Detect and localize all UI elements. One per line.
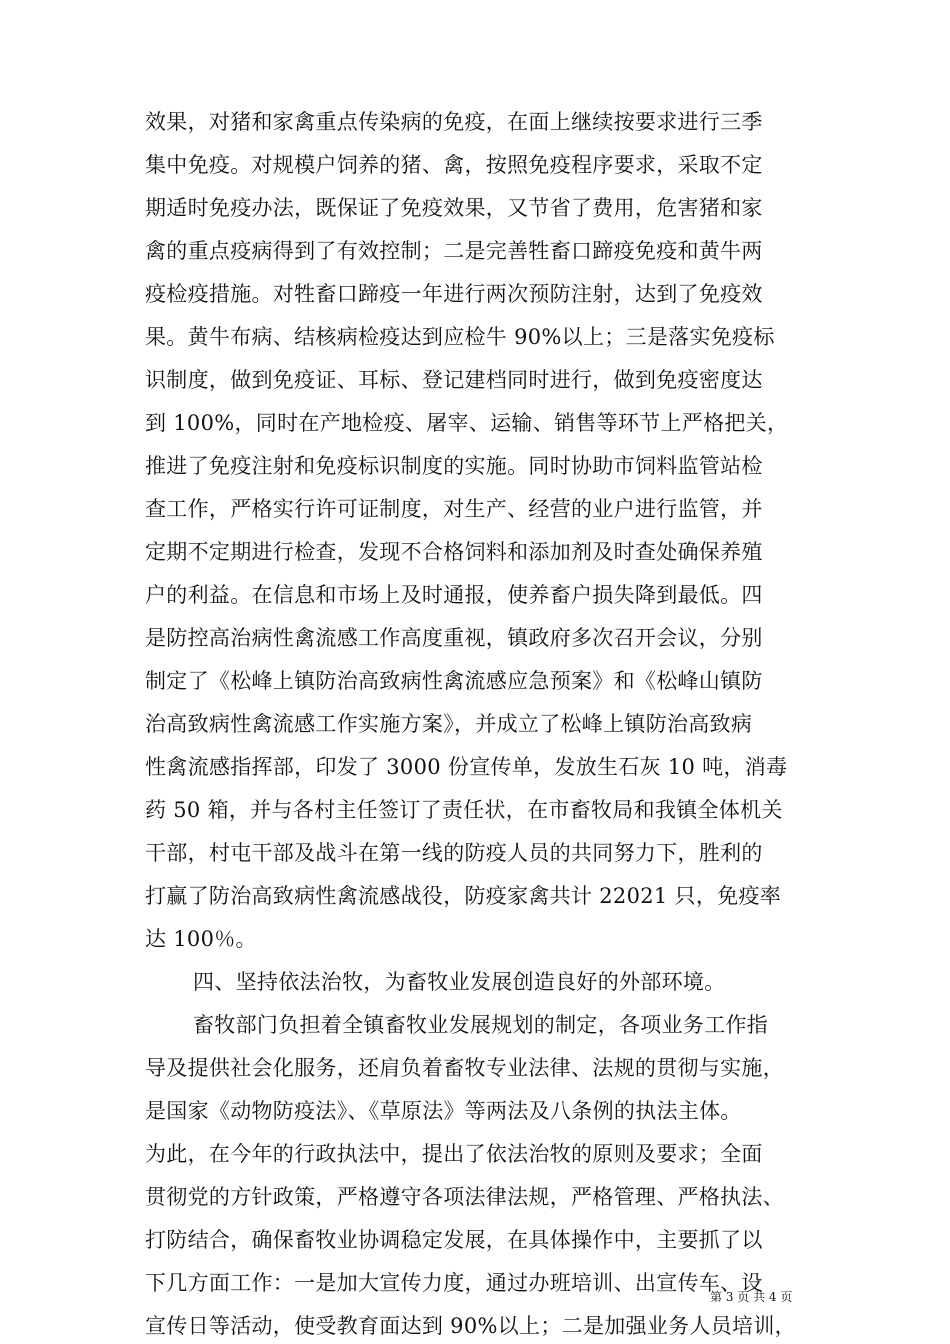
text-line: 贯彻党的方针政策，严格遵守各项法律法规，严格管理、严格执法、 (145, 1185, 784, 1209)
text-line: 果。黄牛布病、结核病检疫达到应检牛 90%以上；三是落实免疫标 (145, 325, 775, 349)
text-line: 干部，村屯干部及战斗在第一线的防疫人员的共同努力下，胜利的 (145, 841, 763, 865)
text-line: 打赢了防治高致病性禽流感战役，防疫家禽共计 22021 只，免疫率 (145, 884, 782, 908)
text-line: 为此，在今年的行政执法中，提出了依法治牧的原则及要求；全面 (145, 1142, 763, 1166)
text-line: 疫检疫措施。对牲畜口蹄疫一年进行两次预防注射，达到了免疫效 (145, 282, 763, 306)
text-line: 导及提供社会化服务，还肩负着畜牧专业法律、法规的贯彻与实施， (145, 1056, 784, 1080)
text-line: 效果，对猪和家禽重点传染病的免疫，在面上继续按要求进行三季 (145, 110, 763, 134)
text-line: 达 100％。 (145, 927, 257, 951)
text-line: 宣传日等活动，使受教育面达到 90%以上；二是加强业务人员培训， (145, 1314, 796, 1338)
text-line: 禽的重点疫病得到了有效控制；二是完善牲畜口蹄疫免疫和黄牛两 (145, 239, 763, 263)
text-line: 识制度，做到免疫证、耳标、登记建档同时进行，做到免疫密度达 (145, 368, 763, 392)
text-line: 是国家《动物防疫法》、《草原法》等两法及八条例的执法主体。 (145, 1099, 742, 1123)
text-line: 查工作，严格实行许可证制度，对生产、经营的业户进行监管，并 (145, 497, 763, 521)
text-line: 制定了《松峰上镇防治高致病性禽流感应急预案》和《松峰山镇防 (145, 669, 763, 693)
paragraph-start: 畜牧部门负担着全镇畜牧业发展规划的制定，各项业务工作指 (193, 1013, 769, 1037)
text-line: 定期不定期进行检查，发现不合格饲料和添加剂及时查处确保养殖 (145, 540, 763, 564)
text-line: 性禽流感指挥部，印发了 3000 份宣传单，发放生石灰 10 吨，消毒 (145, 755, 788, 779)
text-line: 到 100%，同时在产地检疫、屠宰、运输、销售等环节上严格把关， (145, 411, 789, 435)
text-line: 药 50 箱，并与各村主任签订了责任状，在市畜牧局和我镇全体机关 (145, 798, 783, 822)
text-line: 下几方面工作：一是加大宣传力度，通过办班培训、出宣传车、设 (145, 1271, 763, 1295)
text-line: 推进了免疫注射和免疫标识制度的实施。同时协助市饲料监管站检 (145, 454, 763, 478)
text-line: 治高致病性禽流感工作实施方案》，并成立了松峰上镇防治高致病 (145, 712, 753, 736)
text-line: 打防结合，确保畜牧业协调稳定发展，在具体操作中，主要抓了以 (145, 1228, 763, 1252)
text-line: 集中免疫。对规模户饲养的猪、禽，按照免疫程序要求，采取不定 (145, 153, 763, 177)
page-number-footer: 第 3 页 共 4 页 (710, 1290, 793, 1304)
text-line: 户的利益。在信息和市场上及时通报，使养畜户损失降到最低。四 (145, 583, 763, 607)
text-line: 是防控高治病性禽流感工作高度重视，镇政府多次召开会议，分别 (145, 626, 763, 650)
section-heading: 四、坚持依法治牧，为畜牧业发展创造良好的外部环境。 (193, 970, 726, 994)
text-line: 期适时免疫办法，既保证了免疫效果，又节省了费用，危害猪和家 (145, 196, 763, 220)
